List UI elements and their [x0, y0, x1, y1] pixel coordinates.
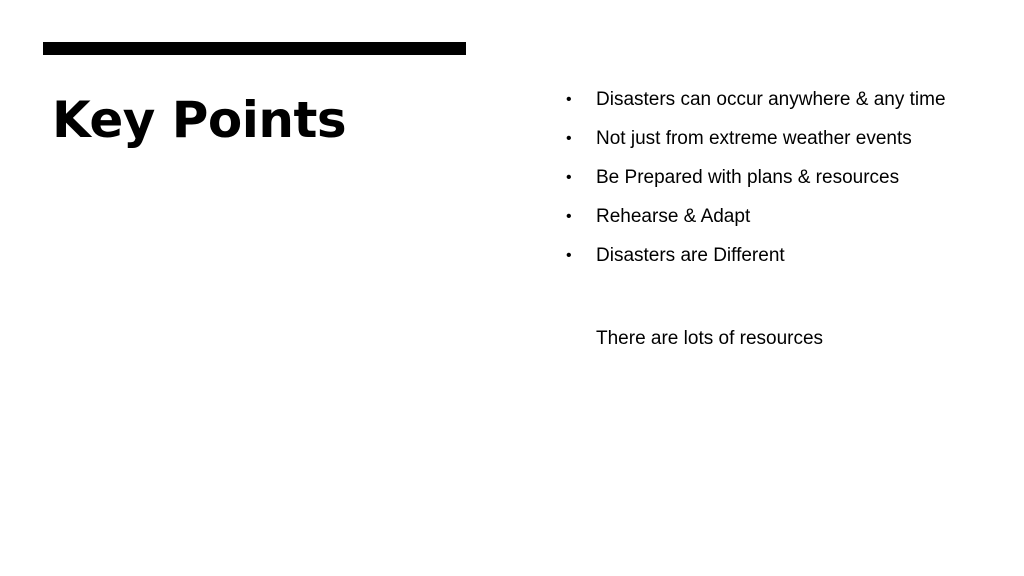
- bullet-item-4: [566, 203, 966, 231]
- bullet-item-3: [566, 164, 966, 192]
- resources-note: There are lots of resources: [596, 328, 824, 349]
- bullet-text: Be Prepared with plans & resources: [596, 167, 900, 188]
- bullet-text: Disasters are Different: [596, 245, 785, 266]
- key-points-list: [566, 86, 966, 281]
- slide-title: Key Points: [52, 91, 347, 149]
- bullet-icon: •: [566, 130, 572, 147]
- bullet-text: Disasters can occur anywhere & any time: [596, 89, 946, 110]
- bullet-item-5: [566, 242, 966, 270]
- bullet-icon: •: [566, 169, 572, 186]
- bullet-icon: •: [566, 247, 572, 264]
- title-accent-bar: [43, 42, 466, 55]
- bullet-item-2: [566, 125, 966, 153]
- bullet-text: Rehearse & Adapt: [596, 206, 751, 227]
- bullet-icon: •: [566, 208, 572, 225]
- bullet-text: Not just from extreme weather events: [596, 128, 912, 149]
- bullet-item-1: [566, 86, 966, 114]
- bullet-icon: •: [566, 91, 572, 108]
